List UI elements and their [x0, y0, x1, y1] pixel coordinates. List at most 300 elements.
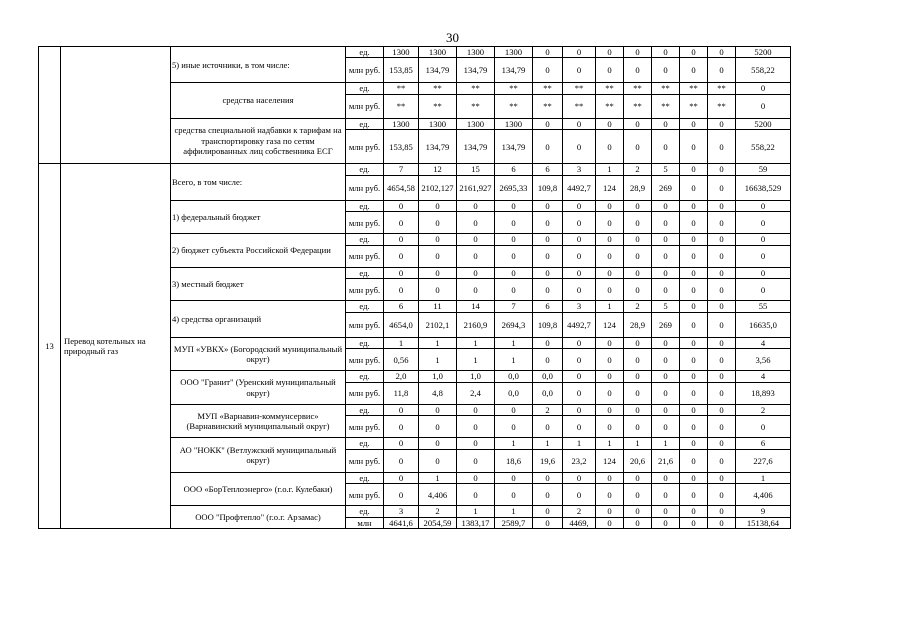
- unit-cell: млн руб.: [346, 130, 384, 164]
- value-cell: 0: [680, 404, 708, 415]
- value-cell: 0: [680, 118, 708, 129]
- value-cell: 0: [708, 118, 736, 129]
- value-cell: 2,4: [457, 382, 495, 404]
- value-cell: 1: [495, 438, 533, 449]
- value-cell: 0: [680, 472, 708, 483]
- table-row: [39, 47, 791, 58]
- value-cell: 0: [708, 200, 736, 211]
- funding-source-cell: 3) местный бюджет: [171, 267, 346, 300]
- value-cell: 134,79: [419, 130, 457, 164]
- value-cell: 0,0: [495, 371, 533, 382]
- value-cell: 0: [384, 472, 419, 483]
- value-cell: 1: [596, 164, 624, 175]
- value-cell: 11: [419, 301, 457, 312]
- value-cell: 0: [457, 267, 495, 278]
- funding-source-cell: 5) иные источники, в том числе:: [171, 47, 346, 83]
- value-cell: 0: [495, 484, 533, 506]
- total-cell: 59: [736, 164, 791, 175]
- total-cell: 0: [736, 212, 791, 234]
- total-cell: 0: [736, 279, 791, 301]
- table-row: [39, 164, 791, 175]
- value-cell: 0: [680, 245, 708, 267]
- value-cell: 1: [652, 438, 680, 449]
- value-cell: 0: [652, 484, 680, 506]
- value-cell: 0: [596, 472, 624, 483]
- total-cell: 0: [736, 245, 791, 267]
- value-cell: 0: [596, 47, 624, 58]
- value-cell: 0: [563, 472, 596, 483]
- value-cell: 0: [563, 212, 596, 234]
- total-cell: 227,6: [736, 449, 791, 472]
- unit-cell: млн: [346, 517, 384, 528]
- value-cell: 0: [708, 371, 736, 382]
- value-cell: 0: [652, 58, 680, 83]
- value-cell: 0: [680, 349, 708, 371]
- value-cell: 0: [708, 267, 736, 278]
- value-cell: 1: [384, 337, 419, 348]
- value-cell: 0: [680, 438, 708, 449]
- value-cell: **: [680, 83, 708, 94]
- value-cell: 0: [652, 245, 680, 267]
- value-cell: 0: [419, 279, 457, 301]
- value-cell: 6: [495, 164, 533, 175]
- value-cell: 0: [457, 438, 495, 449]
- value-cell: 134,79: [457, 130, 495, 164]
- value-cell: 134,79: [457, 58, 495, 83]
- value-cell: 0: [384, 484, 419, 506]
- value-cell: 0: [563, 234, 596, 245]
- total-cell: 16635,0: [736, 312, 791, 337]
- value-cell: 134,79: [419, 58, 457, 83]
- value-cell: 124: [596, 175, 624, 200]
- value-cell: 1: [419, 337, 457, 348]
- total-cell: 0: [736, 83, 791, 94]
- value-cell: 0: [596, 382, 624, 404]
- value-cell: 0: [708, 506, 736, 517]
- value-cell: 0: [533, 234, 563, 245]
- unit-cell: млн руб.: [346, 212, 384, 234]
- value-cell: 4,406: [419, 484, 457, 506]
- unit-cell: ед.: [346, 301, 384, 312]
- value-cell: 0: [708, 416, 736, 438]
- value-cell: 1: [596, 301, 624, 312]
- value-cell: 0: [596, 200, 624, 211]
- value-cell: 2: [419, 506, 457, 517]
- value-cell: 0: [652, 234, 680, 245]
- unit-cell: ед.: [346, 118, 384, 129]
- value-cell: 0: [457, 484, 495, 506]
- value-cell: 0: [419, 449, 457, 472]
- value-cell: 124: [596, 449, 624, 472]
- unit-cell: ед.: [346, 47, 384, 58]
- measures-table: [38, 46, 791, 529]
- value-cell: 0: [652, 506, 680, 517]
- unit-cell: ед.: [346, 164, 384, 175]
- value-cell: 0: [624, 279, 652, 301]
- value-cell: 0: [596, 234, 624, 245]
- value-cell: 0: [708, 517, 736, 528]
- value-cell: 0: [384, 234, 419, 245]
- value-cell: **: [596, 94, 624, 118]
- value-cell: 0: [624, 58, 652, 83]
- value-cell: 0: [563, 371, 596, 382]
- funding-source-cell: ООО "Гранит" (Уренский муниципальный округ): [171, 371, 346, 404]
- value-cell: 269: [652, 175, 680, 200]
- row-number-cell: 13: [39, 164, 61, 529]
- value-cell: 0: [708, 337, 736, 348]
- value-cell: 1: [457, 337, 495, 348]
- unit-cell: ед.: [346, 404, 384, 415]
- value-cell: 0: [457, 449, 495, 472]
- value-cell: 0: [624, 118, 652, 129]
- funding-source-cell: 2) бюджет субъекта Российской Федерации: [171, 234, 346, 267]
- value-cell: 6: [533, 164, 563, 175]
- value-cell: 0: [680, 279, 708, 301]
- value-cell: 0: [652, 416, 680, 438]
- value-cell: 0: [596, 371, 624, 382]
- value-cell: 0: [533, 416, 563, 438]
- unit-cell: млн руб.: [346, 175, 384, 200]
- value-cell: 0: [624, 267, 652, 278]
- value-cell: 0: [563, 404, 596, 415]
- value-cell: 0: [384, 416, 419, 438]
- value-cell: 7: [495, 301, 533, 312]
- value-cell: 0: [708, 279, 736, 301]
- value-cell: 0: [708, 301, 736, 312]
- total-cell: 4: [736, 337, 791, 348]
- value-cell: 2,0: [384, 371, 419, 382]
- funding-source-cell: АО "НОКК" (Ветлужский муниципальный округ): [171, 438, 346, 472]
- value-cell: 0: [624, 130, 652, 164]
- value-cell: 0: [624, 382, 652, 404]
- total-cell: 558,22: [736, 58, 791, 83]
- total-cell: 0: [736, 234, 791, 245]
- value-cell: 0: [680, 175, 708, 200]
- value-cell: 1300: [384, 47, 419, 58]
- funding-source-cell: Всего, в том числе:: [171, 164, 346, 200]
- value-cell: 0: [596, 484, 624, 506]
- total-cell: 18,893: [736, 382, 791, 404]
- total-cell: 1: [736, 472, 791, 483]
- value-cell: 0: [495, 267, 533, 278]
- value-cell: 0: [419, 416, 457, 438]
- value-cell: 0: [652, 130, 680, 164]
- value-cell: 1: [596, 438, 624, 449]
- value-cell: 14: [457, 301, 495, 312]
- value-cell: 0: [563, 267, 596, 278]
- unit-cell: ед.: [346, 337, 384, 348]
- value-cell: **: [419, 94, 457, 118]
- funding-source-cell: МУП «Варнавин-коммунсервис» (Варнавинский муниципальный округ): [171, 404, 346, 437]
- value-cell: 0: [533, 337, 563, 348]
- value-cell: 1: [419, 472, 457, 483]
- value-cell: 28,9: [624, 312, 652, 337]
- value-cell: 0: [708, 449, 736, 472]
- unit-cell: млн руб.: [346, 382, 384, 404]
- value-cell: 1300: [384, 118, 419, 129]
- value-cell: 0: [652, 200, 680, 211]
- value-cell: 0: [624, 245, 652, 267]
- value-cell: 0: [419, 438, 457, 449]
- value-cell: 2: [533, 404, 563, 415]
- value-cell: 2: [624, 164, 652, 175]
- value-cell: 0: [708, 245, 736, 267]
- value-cell: 0: [419, 212, 457, 234]
- value-cell: 0: [596, 337, 624, 348]
- value-cell: 0: [457, 234, 495, 245]
- value-cell: 4,8: [419, 382, 457, 404]
- funding-source-cell: ООО "Профтепло" (г.о.г. Арзамас): [171, 506, 346, 529]
- value-cell: 2054,59: [419, 517, 457, 528]
- value-cell: 0: [708, 312, 736, 337]
- unit-cell: ед.: [346, 83, 384, 94]
- value-cell: 28,9: [624, 175, 652, 200]
- unit-cell: млн руб.: [346, 312, 384, 337]
- value-cell: **: [457, 94, 495, 118]
- funding-source-cell: МУП «УВКХ» (Богородский муниципальный округ): [171, 337, 346, 370]
- value-cell: 0: [708, 438, 736, 449]
- value-cell: 0: [419, 404, 457, 415]
- unit-cell: млн руб.: [346, 484, 384, 506]
- total-cell: 4: [736, 371, 791, 382]
- value-cell: 0: [708, 58, 736, 83]
- value-cell: 0: [384, 267, 419, 278]
- value-cell: 0: [384, 449, 419, 472]
- value-cell: 0: [708, 47, 736, 58]
- value-cell: 18,6: [495, 449, 533, 472]
- value-cell: 0: [563, 58, 596, 83]
- unit-cell: млн руб.: [346, 245, 384, 267]
- value-cell: 3: [384, 506, 419, 517]
- value-cell: 1: [457, 349, 495, 371]
- value-cell: 4492,7: [563, 175, 596, 200]
- measure-name-cell: Перевод котельных на природный газ: [61, 164, 171, 529]
- value-cell: 0: [624, 484, 652, 506]
- value-cell: 124: [596, 312, 624, 337]
- funding-source-cell: средства населения: [171, 83, 346, 118]
- value-cell: 1,0: [419, 371, 457, 382]
- value-cell: 0: [680, 130, 708, 164]
- value-cell: 0: [495, 416, 533, 438]
- value-cell: 4641,6: [384, 517, 419, 528]
- value-cell: 0,0: [533, 382, 563, 404]
- value-cell: 0: [680, 382, 708, 404]
- value-cell: 0: [596, 118, 624, 129]
- value-cell: 3: [563, 301, 596, 312]
- total-cell: 4,406: [736, 484, 791, 506]
- value-cell: 0: [563, 245, 596, 267]
- value-cell: 2589,7: [495, 517, 533, 528]
- value-cell: 1: [495, 506, 533, 517]
- value-cell: 23,2: [563, 449, 596, 472]
- value-cell: 0: [533, 517, 563, 528]
- value-cell: **: [495, 94, 533, 118]
- value-cell: 0: [457, 472, 495, 483]
- value-cell: 1300: [495, 118, 533, 129]
- total-cell: 16638,529: [736, 175, 791, 200]
- value-cell: 0: [596, 349, 624, 371]
- value-cell: 0: [624, 506, 652, 517]
- value-cell: 0: [680, 200, 708, 211]
- value-cell: 0: [533, 279, 563, 301]
- value-cell: 0: [563, 416, 596, 438]
- value-cell: **: [533, 94, 563, 118]
- value-cell: **: [457, 83, 495, 94]
- value-cell: 0: [652, 279, 680, 301]
- value-cell: **: [652, 83, 680, 94]
- value-cell: 0: [419, 234, 457, 245]
- value-cell: 0: [384, 279, 419, 301]
- total-cell: 0: [736, 200, 791, 211]
- value-cell: 0: [533, 130, 563, 164]
- value-cell: 2160,9: [457, 312, 495, 337]
- measure-name-cell: [61, 47, 171, 164]
- value-cell: 1: [457, 506, 495, 517]
- value-cell: 0: [495, 200, 533, 211]
- value-cell: 0: [624, 472, 652, 483]
- funding-source-cell: 1) федеральный бюджет: [171, 200, 346, 233]
- value-cell: 0: [708, 472, 736, 483]
- value-cell: 1,0: [457, 371, 495, 382]
- value-cell: 1: [624, 438, 652, 449]
- page-number: 30: [446, 30, 459, 45]
- value-cell: 0: [419, 200, 457, 211]
- value-cell: 0: [563, 118, 596, 129]
- value-cell: 0: [708, 175, 736, 200]
- value-cell: **: [533, 83, 563, 94]
- total-cell: 0: [736, 267, 791, 278]
- value-cell: 0: [652, 371, 680, 382]
- value-cell: 6: [384, 301, 419, 312]
- unit-cell: млн руб.: [346, 449, 384, 472]
- value-cell: 1: [419, 349, 457, 371]
- unit-cell: ед.: [346, 472, 384, 483]
- value-cell: 2: [563, 506, 596, 517]
- value-cell: 0: [457, 245, 495, 267]
- value-cell: 0: [624, 349, 652, 371]
- value-cell: 0: [563, 337, 596, 348]
- value-cell: 0: [495, 279, 533, 301]
- value-cell: 0: [680, 58, 708, 83]
- unit-cell: ед.: [346, 506, 384, 517]
- total-cell: 0: [736, 416, 791, 438]
- value-cell: 0: [563, 484, 596, 506]
- value-cell: 0: [708, 382, 736, 404]
- value-cell: 0: [533, 200, 563, 211]
- value-cell: 15: [457, 164, 495, 175]
- value-cell: **: [563, 94, 596, 118]
- total-cell: 55: [736, 301, 791, 312]
- total-cell: 3,56: [736, 349, 791, 371]
- total-cell: 558,22: [736, 130, 791, 164]
- unit-cell: млн руб.: [346, 279, 384, 301]
- value-cell: 0: [680, 416, 708, 438]
- value-cell: 0: [708, 349, 736, 371]
- value-cell: 0: [533, 267, 563, 278]
- value-cell: **: [495, 83, 533, 94]
- value-cell: **: [384, 94, 419, 118]
- value-cell: 0: [495, 404, 533, 415]
- value-cell: 109,8: [533, 175, 563, 200]
- value-cell: 0: [680, 234, 708, 245]
- value-cell: **: [708, 94, 736, 118]
- value-cell: 0,56: [384, 349, 419, 371]
- total-cell: 5200: [736, 118, 791, 129]
- value-cell: 0: [624, 371, 652, 382]
- value-cell: 7: [384, 164, 419, 175]
- value-cell: 2102,1: [419, 312, 457, 337]
- value-cell: 1300: [419, 47, 457, 58]
- value-cell: 4654,0: [384, 312, 419, 337]
- value-cell: 0: [384, 245, 419, 267]
- unit-cell: ед.: [346, 371, 384, 382]
- total-cell: 9: [736, 506, 791, 517]
- value-cell: 0: [596, 130, 624, 164]
- value-cell: 0: [533, 472, 563, 483]
- value-cell: 0: [457, 404, 495, 415]
- value-cell: 0: [457, 212, 495, 234]
- value-cell: 11,8: [384, 382, 419, 404]
- value-cell: 0: [680, 301, 708, 312]
- unit-cell: ед.: [346, 234, 384, 245]
- value-cell: 0,0: [533, 371, 563, 382]
- value-cell: 3: [563, 164, 596, 175]
- value-cell: 0: [652, 349, 680, 371]
- value-cell: 0: [533, 212, 563, 234]
- value-cell: 0: [624, 337, 652, 348]
- value-cell: 2: [624, 301, 652, 312]
- total-cell: 6: [736, 438, 791, 449]
- value-cell: 0: [596, 212, 624, 234]
- value-cell: 1: [495, 349, 533, 371]
- value-cell: 0: [680, 371, 708, 382]
- value-cell: 0: [495, 234, 533, 245]
- value-cell: 153,85: [384, 130, 419, 164]
- value-cell: 0: [596, 279, 624, 301]
- value-cell: 0: [384, 404, 419, 415]
- value-cell: 0: [680, 267, 708, 278]
- value-cell: 0: [384, 438, 419, 449]
- value-cell: 0: [533, 47, 563, 58]
- value-cell: 4654,58: [384, 175, 419, 200]
- value-cell: **: [652, 94, 680, 118]
- value-cell: 0: [457, 279, 495, 301]
- value-cell: 20,6: [624, 449, 652, 472]
- value-cell: 109,8: [533, 312, 563, 337]
- value-cell: 1300: [457, 118, 495, 129]
- value-cell: 0: [533, 506, 563, 517]
- value-cell: 0: [652, 212, 680, 234]
- value-cell: 0: [596, 506, 624, 517]
- value-cell: 0: [708, 164, 736, 175]
- funding-source-cell: ООО «БорТеплоэнерго» (г.о.г. Кулебаки): [171, 472, 346, 505]
- value-cell: 2161,927: [457, 175, 495, 200]
- value-cell: 1300: [457, 47, 495, 58]
- value-cell: 2694,3: [495, 312, 533, 337]
- value-cell: 0: [652, 404, 680, 415]
- value-cell: 0: [533, 245, 563, 267]
- value-cell: 0: [457, 416, 495, 438]
- value-cell: 12: [419, 164, 457, 175]
- value-cell: 0: [457, 200, 495, 211]
- value-cell: 1383,17: [457, 517, 495, 528]
- value-cell: 0: [680, 164, 708, 175]
- value-cell: 1: [495, 337, 533, 348]
- value-cell: 0: [624, 404, 652, 415]
- value-cell: **: [563, 83, 596, 94]
- value-cell: 0: [596, 58, 624, 83]
- value-cell: 1300: [495, 47, 533, 58]
